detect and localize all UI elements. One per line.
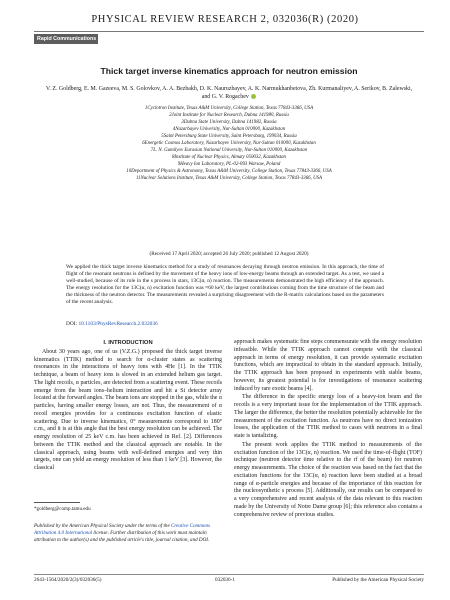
- abstract: We applied the thick target inverse kinematics method for a study of resonances decaying through neutron emission. In this approach, the time of flight of the resonant neutrons is defined by the movement of the heavy ions of low-energy beams through an extended target. As a test, we used a well-studied, because of its role in the s process in stars, 13C(α, n) reaction. The measurements demonstrated the high efficiency of the approach. The energy resolution for the 13C(α, n) excitation function was ≈60 keV, the largest contributions coming from the time structure of the beam and the thickness of the neutron detector. The measurements revealed a surprising disagreement with the R-matrix calculations based on the parameters of the recent analysis.: [66, 264, 384, 306]
- affiliation: 11Nuclear Solutions Institute, Texas A&M University, College Station, Texas 77843-3366, USA: [135, 176, 323, 181]
- doi-line: [66, 321, 158, 327]
- affiliation: 8Institute of Nuclear Physics, Almaty 050032, Kazakhstan: [171, 155, 286, 160]
- affiliation: 9Heavy Ion Laboratory, PL-02-093 Warsaw, Poland: [177, 162, 281, 167]
- body-paragraph: The present work applies the TTIK method to measurements of the excitation function of the 13C(α, n) reaction. We used the time-of-flight (TOF) technique (neutron detector time relative to the rf of the beam) for neutron energy measurements. The choice of the reaction was based on the fact that the excitation functions for the 13C(α, n) reaction have been studied at a broad range of α-particle energies and because of the importance of this reaction for the nucleosynthetic s process [5]. Additionally, our results can be compared to a very comprehensive and recent analysis of the data relevant to this reaction made by the University of Notre Dame group [6]; this reference also contains a comprehensive review of previous studies.: [234, 441, 422, 518]
- page-number: 032036-1: [215, 577, 235, 583]
- affiliation: 10Department of Physics & Astronomy, Texas A&M University, College Station, Texas 77843-3366, USA: [126, 169, 332, 174]
- affiliation: 2Joint Institute for Nuclear Research, Dubna 141980, Russia: [169, 113, 289, 118]
- affiliation: 3Dubna State University, Dubna 141982, Russia: [181, 120, 277, 125]
- section-heading: I. INTRODUCTION: [103, 340, 153, 346]
- body-paragraph: approach makes systematic fine steps commensurate with the energy resolution infeasible. While the TTIK approach cannot compete with the classical approach in terms of energy resolution, it can provide systematic excitation functions, which are impractical to obtain in the standard approach. Initially, the TTIK approach has been proposed in experiments with stable beams, however, its greatest potential is for investigations of resonance scattering induced by rare exotic beams [4].: [234, 339, 422, 392]
- article-title: Thick target inverse kinematics approach for neutron emission: [100, 66, 358, 76]
- affiliation: 5Saint Petersburg State University, Saint Petersburg, 199034, Russia: [161, 134, 297, 139]
- affiliation: 1Cyclotron Institute, Texas A&M University, College Station, Texas 77843-3366, USA: [144, 106, 314, 111]
- doi-label: DOI:: [66, 321, 78, 327]
- author-list: [44, 85, 414, 102]
- author-email-footnote: *goldberg@comp.tamu.edu: [34, 506, 91, 512]
- footer-publisher: Published by the American Physical Society: [332, 577, 424, 583]
- right-column: [234, 339, 422, 520]
- received-dates: (Received 17 April 2020; accepted 26 July 2020; published 12 August 2020): [149, 251, 309, 257]
- footer-rule: [34, 574, 424, 575]
- authors-text: V. Z. Goldberg, E. M. Gazeeva, M. S. Golovkov, A. A. Bezbakh, D. K. Nauruzbayev, A. K. Narmukhanbetova, Zh. Kurmanaliyev, A. Serikov, B. Zalewski, and G. V. Rogachev: [45, 86, 413, 101]
- license-link[interactable]: Creative Commons Attribution 4.0 International: [34, 523, 210, 536]
- body-paragraph: About 30 years ago, one of us (V.Z.G.) proposed the thick target inverse kinematics (TTIK) method to search for α-cluster states as scattering resonances in the interactions of heavy ions with 4He [1]. In the TTIK technique, a beam of heavy ions is slowed in an extended helium gas target. The light recoils, α particles, are detected from a scattering event. These recoils emerge from the beam ions–helium interaction and hit a Si detector array located at the forward angles. The beam ions are stopped in the gas, while the α particles, having smaller energy losses, are not. Thus, the measurement of α recoil energies provides for a continuous excitation function of elastic scattering. Due to inverse kinematics, 0° measurements correspond to 180° c.m., and it is at this angle that the best energy resolution can be achieved. The energy resolution of 25 keV c.m. has been achieved in Ref. [2]. Differences between the TTIK method and the classical approach are notable. In the classical approach, using beams with well-defined energies and very thin targets, one can yield an energy resolution of less than 1 keV [3]. However, the classical: [34, 348, 222, 471]
- license-text-pre: Published by the American Physical Society under the terms of the: [34, 523, 171, 529]
- footer-issn: 2643-1564/2020/2(3)/032036(5): [34, 577, 102, 583]
- header-rule: [34, 31, 424, 32]
- section-badge: Rapid Communications: [34, 34, 98, 44]
- affiliation: 7L. N. Gumilyov Eurasian National University, Nur-Sultan 010000, Kazakhstan: [150, 148, 308, 153]
- journal-header: PHYSICAL REVIEW RESEARCH 2, 032036(R) (2020): [91, 14, 359, 25]
- footnote-rule: [34, 502, 80, 503]
- orcid-icon[interactable]: [251, 94, 256, 99]
- left-column: [34, 339, 222, 474]
- body-paragraph: The difference in the specific energy loss of a heavy-ion beam and the recoils is a very important issue for the implementation of the TTIK approach. The larger the difference, the better the resolution potentially achievable for the measurement of the excitation function. As neutrons have no direct ionization losses, the application of the TTIK method to cases with neutrons in a final state is tantalizing.: [234, 394, 422, 439]
- affiliation: 6Energetic Cosmos Laboratory, Nazarbayev University, Nur-Sultan 010000, Kazakhstan: [142, 141, 316, 146]
- license-notice: [34, 523, 222, 543]
- affiliations: [44, 105, 414, 182]
- license-text-post: license. Further distribution of this work must maintain attribution to the author(s) and the published article's title, journal citation, and DOI.: [34, 529, 210, 543]
- affiliation: 4Nazarbayev University, Nur-Sultan 010000, Kazakhstan: [172, 127, 286, 132]
- doi-link[interactable]: 10.1103/PhysRevResearch.2.032036: [78, 321, 158, 327]
